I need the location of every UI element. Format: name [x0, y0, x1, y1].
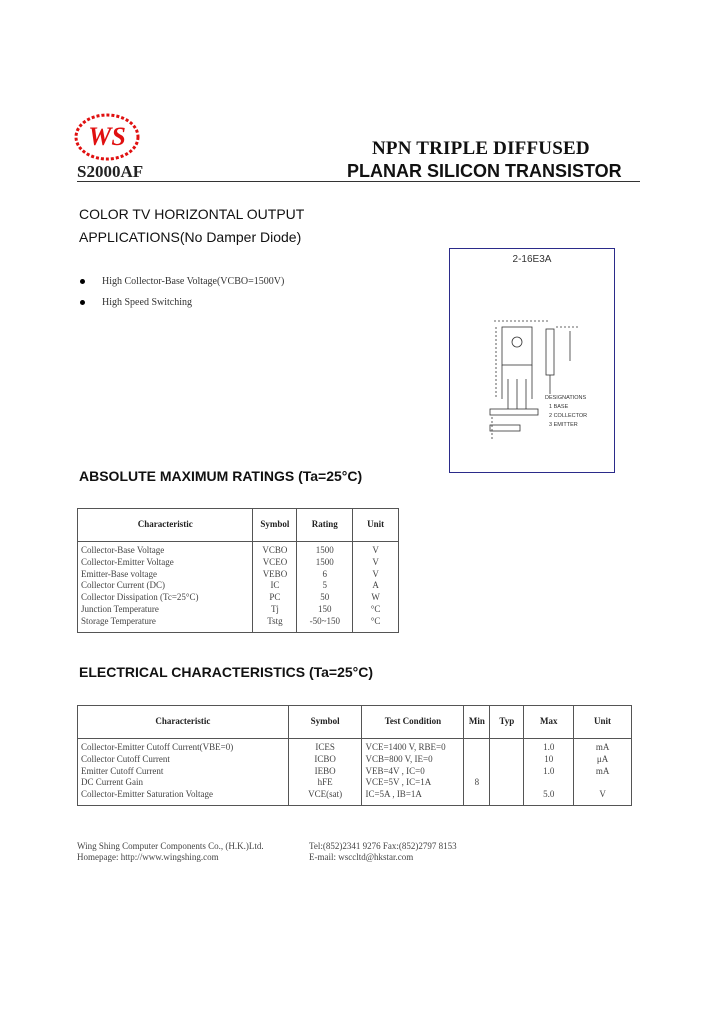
title-line-2: PLANAR SILICON TRANSISTOR — [347, 161, 622, 181]
pin-2-label: 2 COLLECTOR — [549, 413, 588, 419]
footer-homepage[interactable]: Homepage: http://www.wingshing.com — [77, 852, 219, 862]
col-test-condition: Test Condition — [362, 706, 464, 739]
col-unit: Unit — [353, 509, 399, 542]
table-row: DC Current Gain hFE VCE=5V , IC=1A 8 — [78, 777, 632, 789]
table-row: Emitter Cutoff Current IEBO VEB=4V , IC=0 1.0 mA — [78, 766, 632, 778]
table-row: Emitter-Base voltage VEBO 6 V — [78, 569, 399, 581]
col-max: Max — [524, 706, 574, 739]
svg-text:WS: WS — [88, 122, 126, 151]
part-number: S2000AF — [77, 162, 144, 181]
table-row: Collector Current (DC) IC 5 A — [78, 580, 399, 592]
feature-item: High Speed Switching — [80, 297, 192, 308]
col-symbol: Symbol — [253, 509, 297, 542]
footer-email[interactable]: E-mail: wsccltd@hkstar.com — [309, 852, 414, 862]
table-row: Collector Cutoff Current ICBO VCB=800 V, IE=0 10 μA — [78, 754, 632, 766]
package-outline-drawing — [450, 249, 614, 472]
table-row: Collector-Emitter Saturation Voltage VCE(sat) IC=5A , IB=1A 5.0 V — [78, 789, 632, 805]
title-line-1: NPN TRIPLE DIFFUSED — [372, 138, 590, 159]
col-unit: Unit — [574, 706, 632, 739]
bullet-icon — [80, 300, 85, 305]
bullet-icon — [80, 279, 85, 284]
feature-item: High Collector-Base Voltage(VCBO=1500V) — [80, 276, 284, 287]
elec-title: ELECTRICAL CHARACTERISTICS (Ta=25°C) — [79, 664, 374, 680]
application-line-1: COLOR TV HORIZONTAL OUTPUT — [79, 206, 305, 222]
footer-company: Wing Shing Computer Components Co., (H.K.)Ltd. — [77, 841, 264, 851]
table-header-row — [78, 706, 632, 739]
col-min: Min — [464, 706, 490, 739]
table-header-row — [78, 509, 399, 542]
package-diagram — [449, 248, 615, 473]
ws-logo-icon — [74, 112, 140, 162]
footer-tel: Tel:(852)2341 9276 Fax:(852)2797 8153 — [309, 841, 457, 851]
table-row: Collector-Base Voltage VCBO 1500 V — [78, 542, 399, 557]
abs-max-table — [77, 508, 399, 633]
table-row: Collector-Emitter Voltage VCEO 1500 V — [78, 557, 399, 569]
pin-1-label: 1 BASE — [549, 404, 569, 410]
col-symbol: Symbol — [288, 706, 362, 739]
package-label: 2-16E3A — [512, 254, 552, 265]
table-row: Collector Dissipation (Tc=25°C) PC 50 W — [78, 592, 399, 604]
designations-title: DESIGNATIONS — [545, 395, 587, 401]
table-row: Collector-Emitter Cutoff Current(VBE=0) ICES VCE=1400 V, RBE=0 1.0 mA — [78, 739, 632, 754]
col-characteristic: Characteristic — [78, 706, 289, 739]
pin-3-label: 3 EMITTER — [549, 422, 578, 428]
table-row: Storage Temperature Tstg -50~150 °C — [78, 616, 399, 632]
ws-logo — [74, 112, 140, 162]
col-characteristic: Characteristic — [78, 509, 253, 542]
application-line-2: APPLICATIONS(No Damper Diode) — [79, 229, 302, 245]
abs-max-title: ABSOLUTE MAXIMUM RATINGS (Ta=25°C) — [79, 468, 363, 484]
col-typ: Typ — [490, 706, 524, 739]
col-rating: Rating — [297, 509, 353, 542]
elec-table — [77, 705, 632, 806]
table-row: Junction Temperature Tj 150 °C — [78, 604, 399, 616]
